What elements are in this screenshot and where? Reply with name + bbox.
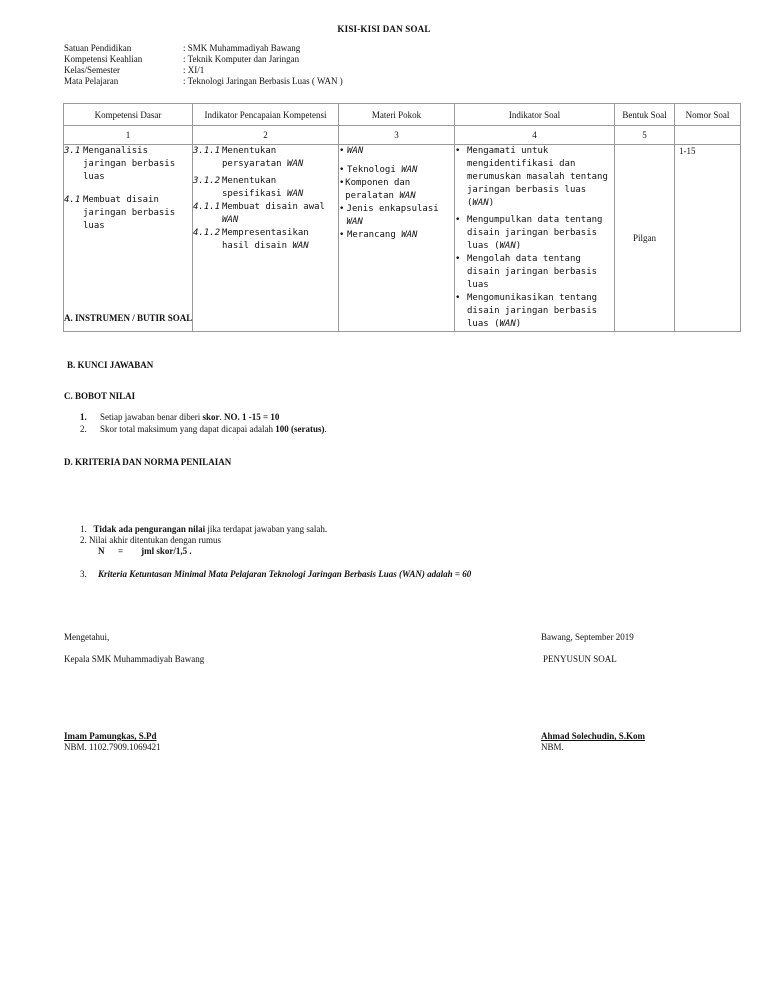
column-number: [675, 126, 741, 145]
header-cell: Indikator Soal: [455, 104, 615, 126]
ipk-item: 3.1.2 Menentukan spesifikasi WAN: [193, 175, 338, 201]
kriteria-item-3: 3. Kriteria Ketuntasan Minimal Mata Pelajaran Teknologi Jaringan Berbasis Luas (WAN) adalah = 60: [80, 569, 472, 579]
info-label: Mata Pelajaran: [64, 76, 119, 86]
materi-item: • Merancang WAN: [339, 230, 418, 240]
column-number: 4: [455, 126, 615, 145]
column-number: 1: [64, 126, 193, 145]
materi-pokok-cell: [339, 145, 455, 332]
header-cell: Nomor Soal: [675, 104, 741, 126]
info-value: : SMK Muhammadiyah Bawang: [183, 43, 301, 53]
kriteria-list: [80, 524, 327, 557]
place-date: Bawang, September 2019: [541, 632, 634, 642]
indikator-soal-item: • Mengomunikasikan tentang disain jaringan berbasis luas (WAN): [455, 293, 598, 329]
ipk-text: Menentukan persyaratan WAN: [222, 146, 304, 169]
nomor-soal-cell: 1-15: [675, 145, 741, 332]
section-d-heading: D. KRITERIA DAN NORMA PENILAIAN: [64, 457, 232, 467]
kd-item: 4.1 Membuat disain jaringan berbasis luas: [64, 195, 176, 231]
materi-item: • Jenis enkapsulasi WAN: [339, 204, 439, 227]
info-label: Kompetensi Keahlian: [64, 54, 143, 64]
info-value: : Teknik Komputer dan Jaringan: [183, 54, 300, 64]
formula: N = jml skor/1,5 .: [98, 546, 192, 556]
indikator-soal-item: • Mengumpulkan data tentang disain jaringan berbasis luas (WAN): [455, 215, 603, 251]
bentuk-soal-cell: Pilgan: [615, 145, 675, 332]
header-cell: Materi Pokok: [339, 104, 455, 126]
materi-item: • WAN: [339, 146, 364, 156]
right-nbm: NBM.: [541, 742, 564, 752]
indikator-soal-item: • Mengolah data tentang disain jaringan berbasis luas: [455, 254, 598, 290]
header-cell: Bentuk Soal: [615, 104, 675, 126]
left-signatory-name: Imam Pamungkas, S.Pd: [64, 731, 157, 741]
info-value: : Teknologi Jaringan Berbasis Luas ( WAN ): [183, 76, 343, 86]
kriteria-item: 2. Nilai akhir ditentukan dengan rumus: [80, 535, 221, 545]
bobot-item: 2. Skor total maksimum yang dapat dicapai adalah 100 (seratus).: [80, 424, 327, 434]
column-number: 5: [615, 126, 675, 145]
section-a-heading: A. INSTRUMEN / BUTIR SOAL: [64, 313, 193, 323]
kd-item: 3.1 Menganalisis jaringan berbasis luas: [64, 146, 176, 182]
kompetensi-dasar-cell: [64, 145, 193, 332]
left-role: Kepala SMK Muhammadiyah Bawang: [64, 654, 205, 664]
bobot-list: [80, 411, 327, 435]
section-b-heading: B. KUNCI JAWABAN: [67, 360, 154, 370]
kriteria-item: 1. Tidak ada pengurangan nilai jika terdapat jawaban yang salah.: [80, 524, 328, 534]
right-signatory-name: Ahmad Solechudin, S.Kom: [541, 731, 646, 741]
identity-block: [64, 43, 343, 87]
ipk-item: 3.1.1 Menentukan persyaratan WAN: [193, 145, 338, 171]
section-c-heading: C. BOBOT NILAI: [64, 391, 136, 401]
column-number: 3: [339, 126, 455, 145]
ipk-item: 4.1.1 Membuat disain awal WAN: [193, 201, 338, 227]
info-label: Satuan Pendidikan: [64, 43, 132, 53]
info-label: Kelas/Semester: [64, 65, 120, 75]
indikator-soal-item: • Mengamati untuk mengidentifikasi dan merumuskan masalah tentang jaringan berbasis luas (WAN): [455, 146, 608, 208]
header-cell: Kompetensi Dasar: [64, 104, 193, 126]
header-cell: Indikator Pencapaian Kompetensi: [193, 104, 339, 126]
materi-item: • Komponen dan peralatan WAN: [339, 178, 416, 201]
materi-item: • Teknologi WAN: [339, 165, 418, 175]
right-role: PENYUSUN SOAL: [543, 654, 617, 664]
left-greeting: Mengetahui,: [64, 632, 110, 642]
ipk-text: Mempresentasikan hasil disain WAN: [222, 228, 309, 251]
bobot-item: 1. Setiap jawaban benar diberi skor. NO. 1 -15 = 10: [80, 412, 280, 422]
ipk-text: Menentukan spesifikasi WAN: [222, 176, 304, 199]
left-nbm: NBM. 1102.7909.1069421: [64, 742, 161, 752]
info-value: : XI/1: [183, 65, 205, 75]
ipk-text: Membuat disain awal WAN: [222, 202, 325, 225]
ipk-item: 4.1.2 Mempresentasikan hasil disain WAN: [193, 227, 338, 253]
document-title: KISI-KISI DAN SOAL: [337, 24, 431, 34]
column-number: 2: [193, 126, 339, 145]
ipk-cell: [193, 145, 339, 332]
kisi-kisi-table: [63, 103, 741, 332]
indikator-soal-cell: [455, 145, 615, 332]
